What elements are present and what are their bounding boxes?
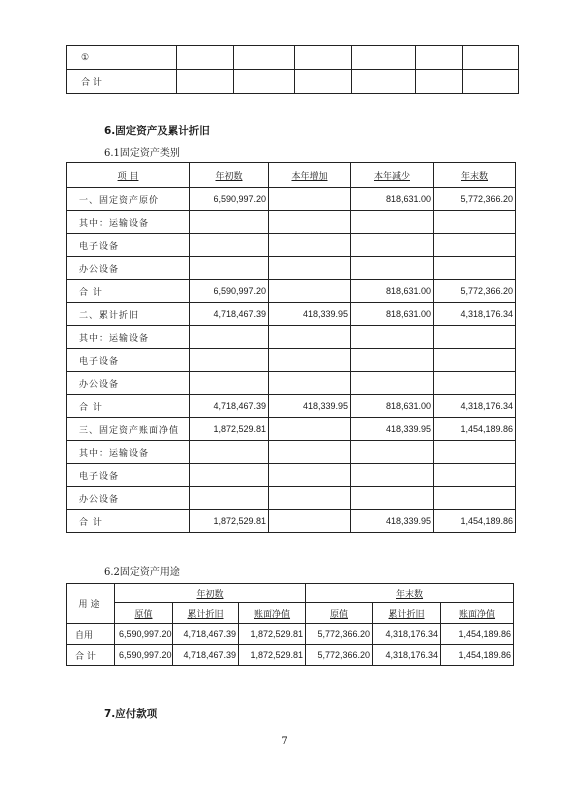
- table-header-row: [67, 163, 516, 188]
- column-header-label: 年初数: [215, 171, 243, 182]
- column-header-label: 累计折旧: [187, 609, 224, 620]
- table-row: [67, 326, 516, 349]
- table-cell: [351, 464, 434, 487]
- column-header-label: 年末数: [460, 171, 488, 182]
- row-label: 三、固定资产账面净值: [67, 418, 190, 441]
- row-label: 办公设备: [67, 487, 190, 510]
- row-label: 自用: [67, 624, 115, 645]
- table-row: [67, 487, 516, 510]
- column-header: [441, 603, 514, 624]
- table-cell: [295, 70, 352, 94]
- table-cell: [351, 211, 434, 234]
- table-cell: [352, 70, 416, 94]
- group-header: [115, 584, 306, 603]
- row-label: 合 计: [67, 395, 190, 418]
- top-partial-table: [66, 45, 519, 94]
- column-header-label: 账面净值: [459, 609, 496, 620]
- column-header-label: 累计折旧: [388, 609, 425, 620]
- row-label: 一、固定资产原价: [67, 188, 190, 211]
- table-cell: [434, 487, 516, 510]
- row-label: 电子设备: [67, 349, 190, 372]
- table-row: [67, 234, 516, 257]
- table-row: [67, 188, 516, 211]
- table-cell: 4,718,467.39: [173, 645, 239, 666]
- top-table-body: [67, 46, 519, 94]
- table-cell: [351, 234, 434, 257]
- table-cell: [269, 326, 351, 349]
- table-cell: [351, 257, 434, 280]
- row-label: 办公设备: [67, 372, 190, 395]
- table-row: [67, 280, 516, 303]
- table-cell: [351, 372, 434, 395]
- column-header: [434, 163, 516, 188]
- fixed-assets-use-table: [66, 583, 514, 666]
- fixed-assets-category-table: [66, 162, 516, 533]
- table-cell: [434, 234, 516, 257]
- table-row: [67, 349, 516, 372]
- table-cell: [434, 326, 516, 349]
- table-cell: [416, 46, 463, 70]
- table-cell: [269, 510, 351, 533]
- table-cell: [269, 257, 351, 280]
- table-cell: [269, 349, 351, 372]
- table-cell: [190, 372, 269, 395]
- table-cell: 1,872,529.81: [190, 510, 269, 533]
- table-cell: 418,339.95: [351, 510, 434, 533]
- table-cell: 6,590,997.20: [190, 188, 269, 211]
- table-row: [67, 303, 516, 326]
- table-cell: 1,454,189.86: [434, 418, 516, 441]
- table-cell: 1,454,189.86: [441, 645, 514, 666]
- assets-table-body: [67, 163, 516, 533]
- column-header: [239, 603, 306, 624]
- table-cell: [351, 326, 434, 349]
- section-6-2-title: 6.2固定资产用途: [104, 567, 180, 578]
- use-table-body: [67, 584, 514, 666]
- table-row: [67, 510, 516, 533]
- table-cell: 5,772,366.20: [434, 280, 516, 303]
- table-cell: 818,631.00: [351, 303, 434, 326]
- table-row: [67, 645, 514, 666]
- table-row: [67, 257, 516, 280]
- table-row: [67, 395, 516, 418]
- table-cell: [269, 487, 351, 510]
- table-cell: 4,718,467.39: [173, 624, 239, 645]
- table-cell: [190, 349, 269, 372]
- table-cell: [269, 441, 351, 464]
- table-cell: 6,590,997.20: [115, 624, 173, 645]
- row-label: 电子设备: [67, 464, 190, 487]
- column-header-label: 项 目: [117, 171, 139, 182]
- column-header-label: 原值: [134, 609, 153, 620]
- table-cell: 1,454,189.86: [434, 510, 516, 533]
- table-cell: [190, 487, 269, 510]
- section-6-title: 6.固定资产及累计折旧: [104, 125, 210, 137]
- table-row: [67, 464, 516, 487]
- table-cell: [434, 349, 516, 372]
- table-cell: [269, 234, 351, 257]
- table-cell: 5,772,366.20: [306, 624, 373, 645]
- column-header: [306, 603, 373, 624]
- table-cell: [190, 211, 269, 234]
- section-7-title: 7.应付款项: [104, 708, 158, 720]
- table-cell: 5,772,366.20: [306, 645, 373, 666]
- table-cell: 1,454,189.86: [441, 624, 514, 645]
- table-cell: [295, 46, 352, 70]
- column-header: [351, 163, 434, 188]
- table-row: [67, 418, 516, 441]
- table-cell: [463, 46, 519, 70]
- table-cell: [234, 70, 295, 94]
- column-header-label: 本年减少: [373, 171, 410, 182]
- table-row: [67, 441, 516, 464]
- table-cell: 418,339.95: [269, 395, 351, 418]
- table-row: [67, 624, 514, 645]
- use-column-header: 用途: [67, 584, 115, 624]
- row-label: 其中：运输设备: [67, 211, 190, 234]
- table-cell: 4,718,467.39: [190, 303, 269, 326]
- table-cell: [269, 464, 351, 487]
- table-cell: [351, 487, 434, 510]
- column-header-label: 本年增加: [291, 171, 328, 182]
- column-header: [173, 603, 239, 624]
- table-cell: 5,772,366.20: [434, 188, 516, 211]
- table-cell: [269, 188, 351, 211]
- column-header-label: 账面净值: [254, 609, 291, 620]
- table-cell: [351, 349, 434, 372]
- table-cell: [190, 257, 269, 280]
- table-cell: 1,872,529.81: [239, 645, 306, 666]
- table-cell: 418,339.95: [351, 418, 434, 441]
- row-label: 合 计: [67, 645, 115, 666]
- table-cell: 4,318,176.34: [373, 624, 441, 645]
- table-cell: [177, 46, 234, 70]
- table-cell: [463, 70, 519, 94]
- row-label: 合 计: [67, 510, 190, 533]
- table-cell: [434, 372, 516, 395]
- group-header-label: 年末数: [396, 589, 424, 600]
- table-cell: 1,872,529.81: [190, 418, 269, 441]
- table-cell: [177, 70, 234, 94]
- table-cell: [269, 280, 351, 303]
- table-cell: [190, 326, 269, 349]
- table-cell: [352, 46, 416, 70]
- table-cell: [416, 70, 463, 94]
- table-cell: 4,718,467.39: [190, 395, 269, 418]
- table-row: [67, 211, 516, 234]
- table-header-row: [67, 603, 514, 624]
- table-cell: 4,318,176.34: [434, 395, 516, 418]
- table-cell: [351, 441, 434, 464]
- table-cell: 4,318,176.34: [373, 645, 441, 666]
- column-header-label: 原值: [330, 609, 349, 620]
- table-cell: [434, 257, 516, 280]
- group-header-label: 年初数: [196, 589, 224, 600]
- table-cell: [269, 372, 351, 395]
- table-cell: [269, 418, 351, 441]
- table-cell: [269, 211, 351, 234]
- section-6-1-title: 6.1固定资产类别: [104, 148, 180, 159]
- table-row: [67, 70, 519, 94]
- table-cell: 1,872,529.81: [239, 624, 306, 645]
- table-cell: 6,590,997.20: [115, 645, 173, 666]
- table-row: [67, 46, 519, 70]
- row-label: 电子设备: [67, 234, 190, 257]
- table-cell: [190, 464, 269, 487]
- row-label: 其中：运输设备: [67, 441, 190, 464]
- table-cell: [190, 441, 269, 464]
- table-cell: 818,631.00: [351, 188, 434, 211]
- table-cell: [234, 46, 295, 70]
- table-cell: 818,631.00: [351, 395, 434, 418]
- table-cell: 4,318,176.34: [434, 303, 516, 326]
- table-cell: 818,631.00: [351, 280, 434, 303]
- page-number: 7: [281, 736, 288, 747]
- table-header-row: [67, 584, 514, 603]
- row-label: ①: [67, 46, 177, 70]
- column-header: [269, 163, 351, 188]
- table-cell: 418,339.95: [269, 303, 351, 326]
- table-cell: [434, 441, 516, 464]
- row-label: 办公设备: [67, 257, 190, 280]
- column-header: [190, 163, 269, 188]
- group-header: [306, 584, 514, 603]
- row-label: 其中：运输设备: [67, 326, 190, 349]
- table-cell: [434, 464, 516, 487]
- table-cell: [190, 234, 269, 257]
- table-row: [67, 372, 516, 395]
- row-label: 二、累计折旧: [67, 303, 190, 326]
- row-label: 合 计: [67, 70, 177, 94]
- table-cell: [434, 211, 516, 234]
- column-header: [373, 603, 441, 624]
- column-header: [115, 603, 173, 624]
- table-cell: 6,590,997.20: [190, 280, 269, 303]
- row-label: 合 计: [67, 280, 190, 303]
- column-header: [67, 163, 190, 188]
